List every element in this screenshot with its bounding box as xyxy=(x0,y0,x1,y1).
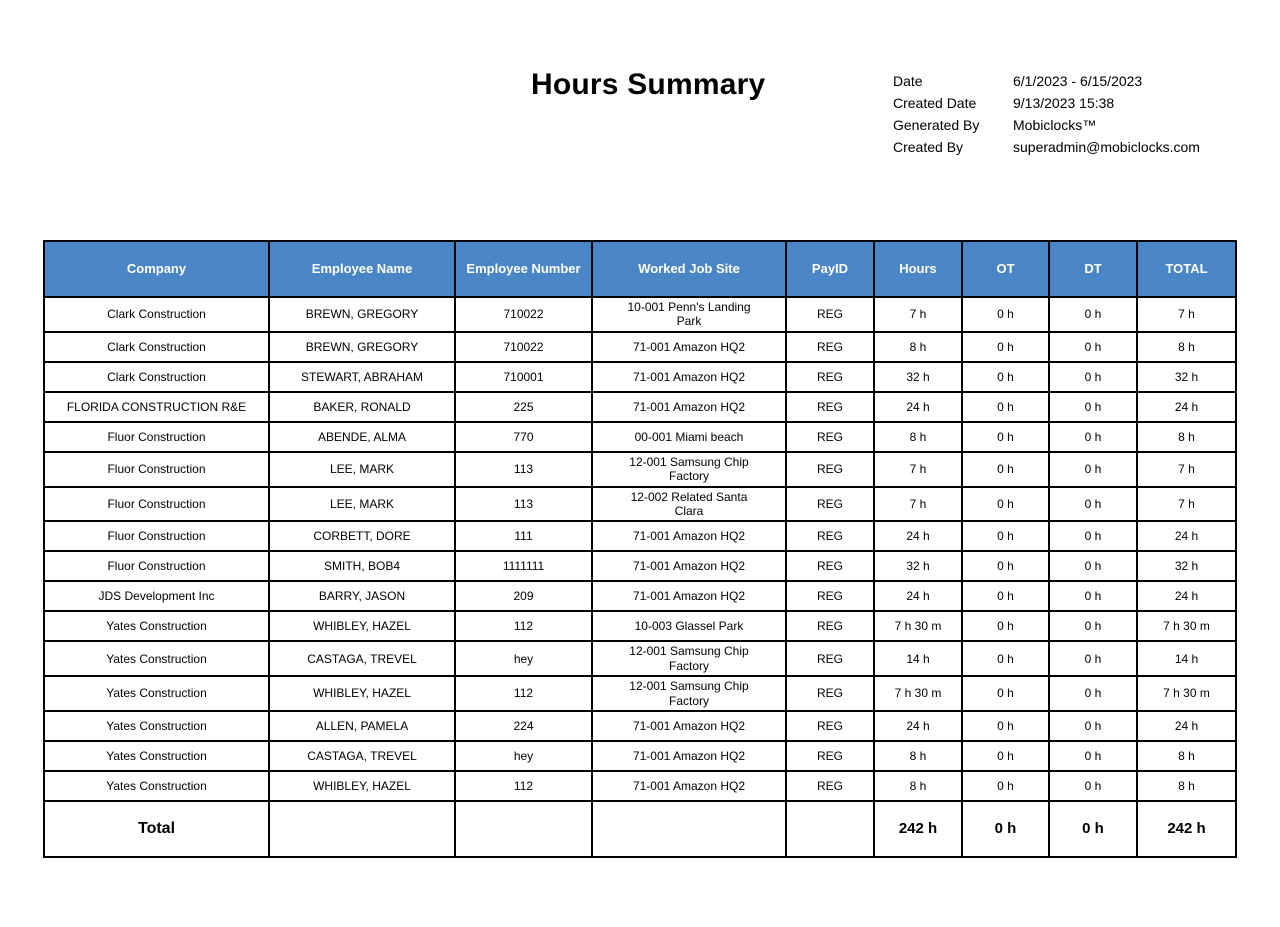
cell-employee-number: 111 xyxy=(455,521,592,551)
cell-company: Clark Construction xyxy=(44,332,269,362)
cell-employee-number: 112 xyxy=(455,611,592,641)
cell-total: 24 h xyxy=(1137,521,1236,551)
table-row xyxy=(44,487,1236,522)
cell-ot: 0 h xyxy=(962,551,1049,581)
cell-company: Yates Construction xyxy=(44,676,269,711)
cell-job-site: 12-001 Samsung Chip Factory xyxy=(592,452,786,487)
cell-employee-number: hey xyxy=(455,741,592,771)
column-header-dt: DT xyxy=(1049,241,1137,297)
cell-ot: 0 h xyxy=(962,452,1049,487)
cell-employee-number: 113 xyxy=(455,452,592,487)
cell-ot: 0 h xyxy=(962,711,1049,741)
cell-pay-id: REG xyxy=(786,551,874,581)
table-row xyxy=(44,452,1236,487)
cell-employee-name: ALLEN, PAMELA xyxy=(269,711,455,741)
cell-total: 8 h xyxy=(1137,422,1236,452)
cell-employee-name: ABENDE, ALMA xyxy=(269,422,455,452)
cell-employee-name: SMITH, BOB4 xyxy=(269,551,455,581)
cell-employee-name: STEWART, ABRAHAM xyxy=(269,362,455,392)
table-row xyxy=(44,297,1236,332)
cell-employee-number: 710001 xyxy=(455,362,592,392)
cell-dt: 0 h xyxy=(1049,611,1137,641)
meta-label: Created By xyxy=(893,139,964,155)
table-row xyxy=(44,332,1236,362)
cell-total: 7 h xyxy=(1137,297,1236,332)
cell-dt: 0 h xyxy=(1049,741,1137,771)
cell-pay-id: REG xyxy=(786,641,874,676)
cell-pay-id: REG xyxy=(786,392,874,422)
meta-row-created-date xyxy=(893,92,1200,114)
cell-employee-name: LEE, MARK xyxy=(269,452,455,487)
cell-dt: 0 h xyxy=(1049,676,1137,711)
cell-pay-id: REG xyxy=(786,452,874,487)
cell-hours: 7 h xyxy=(874,297,962,332)
cell-employee-number: hey xyxy=(455,641,592,676)
total-hours-value: 242 h xyxy=(874,801,962,857)
meta-label: Created Date xyxy=(893,95,977,111)
cell-dt: 0 h xyxy=(1049,487,1137,522)
meta-label: Generated By xyxy=(893,117,980,133)
cell-pay-id: REG xyxy=(786,771,874,801)
column-header-company: Company xyxy=(44,241,269,297)
cell-total: 7 h xyxy=(1137,452,1236,487)
cell-hours: 7 h 30 m xyxy=(874,676,962,711)
cell-pay-id: REG xyxy=(786,741,874,771)
cell-pay-id: REG xyxy=(786,581,874,611)
cell-total: 8 h xyxy=(1137,741,1236,771)
cell-employee-name: CASTAGA, TREVEL xyxy=(269,641,455,676)
cell-employee-number: 225 xyxy=(455,392,592,422)
cell-employee-number: 112 xyxy=(455,771,592,801)
total-empty-cell xyxy=(455,801,592,857)
cell-company: Yates Construction xyxy=(44,711,269,741)
cell-job-site: 71-001 Amazon HQ2 xyxy=(592,521,786,551)
cell-employee-name: WHIBLEY, HAZEL xyxy=(269,771,455,801)
cell-hours: 24 h xyxy=(874,581,962,611)
cell-company: Yates Construction xyxy=(44,611,269,641)
cell-pay-id: REG xyxy=(786,711,874,741)
cell-total: 24 h xyxy=(1137,581,1236,611)
cell-company: Fluor Construction xyxy=(44,521,269,551)
cell-pay-id: REG xyxy=(786,362,874,392)
cell-employee-number: 113 xyxy=(455,487,592,522)
total-empty-cell xyxy=(786,801,874,857)
meta-value: 9/13/2023 15:38 xyxy=(1013,95,1115,111)
cell-employee-number: 770 xyxy=(455,422,592,452)
cell-hours: 24 h xyxy=(874,521,962,551)
cell-ot: 0 h xyxy=(962,297,1049,332)
cell-company: JDS Development Inc xyxy=(44,581,269,611)
cell-hours: 8 h xyxy=(874,332,962,362)
cell-hours: 7 h xyxy=(874,487,962,522)
meta-row-generated-by xyxy=(893,114,1200,136)
cell-employee-name: CASTAGA, TREVEL xyxy=(269,741,455,771)
cell-job-site: 00-001 Miami beach xyxy=(592,422,786,452)
table-row xyxy=(44,741,1236,771)
cell-dt: 0 h xyxy=(1049,711,1137,741)
cell-hours: 14 h xyxy=(874,641,962,676)
cell-total: 7 h xyxy=(1137,487,1236,522)
cell-employee-number: 209 xyxy=(455,581,592,611)
report-title: Hours Summary xyxy=(531,68,766,101)
cell-dt: 0 h xyxy=(1049,362,1137,392)
meta-value: Mobiclocks™ xyxy=(1013,117,1097,133)
cell-total: 32 h xyxy=(1137,362,1236,392)
cell-ot: 0 h xyxy=(962,332,1049,362)
table-row xyxy=(44,422,1236,452)
cell-hours: 24 h xyxy=(874,392,962,422)
cell-job-site: 10-003 Glassel Park xyxy=(592,611,786,641)
cell-pay-id: REG xyxy=(786,422,874,452)
cell-job-site: 10-001 Penn's Landing Park xyxy=(592,297,786,332)
cell-total: 7 h 30 m xyxy=(1137,676,1236,711)
cell-job-site: 71-001 Amazon HQ2 xyxy=(592,771,786,801)
total-empty-cell xyxy=(592,801,786,857)
table-row xyxy=(44,581,1236,611)
cell-ot: 0 h xyxy=(962,392,1049,422)
cell-total: 14 h xyxy=(1137,641,1236,676)
cell-job-site: 71-001 Amazon HQ2 xyxy=(592,332,786,362)
cell-hours: 8 h xyxy=(874,771,962,801)
cell-employee-name: BAKER, RONALD xyxy=(269,392,455,422)
column-header-total: TOTAL xyxy=(1137,241,1236,297)
cell-employee-name: LEE, MARK xyxy=(269,487,455,522)
meta-value: 6/1/2023 - 6/15/2023 xyxy=(1013,73,1143,89)
cell-employee-name: BREWN, GREGORY xyxy=(269,297,455,332)
meta-row-created-by xyxy=(893,136,1200,158)
cell-dt: 0 h xyxy=(1049,422,1137,452)
cell-dt: 0 h xyxy=(1049,332,1137,362)
cell-job-site: 71-001 Amazon HQ2 xyxy=(592,581,786,611)
cell-company: Yates Construction xyxy=(44,741,269,771)
cell-employee-name: CORBETT, DORE xyxy=(269,521,455,551)
column-header-hours: Hours xyxy=(874,241,962,297)
meta-value: superadmin@mobiclocks.com xyxy=(1013,139,1200,155)
cell-company: Fluor Construction xyxy=(44,487,269,522)
table-row xyxy=(44,641,1236,676)
cell-employee-number: 112 xyxy=(455,676,592,711)
cell-hours: 24 h xyxy=(874,711,962,741)
cell-company: Fluor Construction xyxy=(44,452,269,487)
cell-employee-name: BREWN, GREGORY xyxy=(269,332,455,362)
table-row xyxy=(44,771,1236,801)
cell-employee-name: WHIBLEY, HAZEL xyxy=(269,611,455,641)
table-row xyxy=(44,551,1236,581)
cell-job-site: 12-002 Related Santa Clara xyxy=(592,487,786,522)
cell-ot: 0 h xyxy=(962,676,1049,711)
cell-company: Clark Construction xyxy=(44,297,269,332)
cell-employee-number: 1111111 xyxy=(455,551,592,581)
total-row xyxy=(44,801,1236,857)
cell-employee-name: WHIBLEY, HAZEL xyxy=(269,676,455,711)
cell-employee-number: 224 xyxy=(455,711,592,741)
cell-dt: 0 h xyxy=(1049,641,1137,676)
cell-pay-id: REG xyxy=(786,676,874,711)
cell-dt: 0 h xyxy=(1049,452,1137,487)
cell-total: 24 h xyxy=(1137,711,1236,741)
cell-ot: 0 h xyxy=(962,641,1049,676)
report-meta-block xyxy=(893,70,1200,158)
table-row xyxy=(44,711,1236,741)
cell-company: Yates Construction xyxy=(44,771,269,801)
cell-job-site: 71-001 Amazon HQ2 xyxy=(592,362,786,392)
cell-total: 24 h xyxy=(1137,392,1236,422)
cell-pay-id: REG xyxy=(786,332,874,362)
total-dt-value: 0 h xyxy=(1049,801,1137,857)
cell-pay-id: REG xyxy=(786,297,874,332)
total-empty-cell xyxy=(269,801,455,857)
cell-pay-id: REG xyxy=(786,611,874,641)
cell-total: 32 h xyxy=(1137,551,1236,581)
cell-ot: 0 h xyxy=(962,521,1049,551)
cell-company: Yates Construction xyxy=(44,641,269,676)
cell-ot: 0 h xyxy=(962,362,1049,392)
cell-company: Clark Construction xyxy=(44,362,269,392)
cell-ot: 0 h xyxy=(962,771,1049,801)
cell-job-site: 71-001 Amazon HQ2 xyxy=(592,741,786,771)
cell-dt: 0 h xyxy=(1049,771,1137,801)
cell-company: Fluor Construction xyxy=(44,551,269,581)
cell-hours: 7 h 30 m xyxy=(874,611,962,641)
cell-ot: 0 h xyxy=(962,611,1049,641)
cell-employee-number: 710022 xyxy=(455,332,592,362)
table-row xyxy=(44,362,1236,392)
cell-company: Fluor Construction xyxy=(44,422,269,452)
table-footer xyxy=(44,801,1236,857)
table-body xyxy=(44,297,1236,801)
table-header xyxy=(44,241,1236,297)
total-ot-value: 0 h xyxy=(962,801,1049,857)
cell-job-site: 71-001 Amazon HQ2 xyxy=(592,392,786,422)
meta-label: Date xyxy=(893,73,923,89)
cell-hours: 32 h xyxy=(874,551,962,581)
cell-job-site: 12-001 Samsung Chip Factory xyxy=(592,641,786,676)
cell-job-site: 71-001 Amazon HQ2 xyxy=(592,551,786,581)
cell-hours: 8 h xyxy=(874,741,962,771)
cell-dt: 0 h xyxy=(1049,581,1137,611)
column-header-worked-job-site: Worked Job Site xyxy=(592,241,786,297)
cell-hours: 7 h xyxy=(874,452,962,487)
cell-ot: 0 h xyxy=(962,741,1049,771)
cell-dt: 0 h xyxy=(1049,392,1137,422)
cell-job-site: 71-001 Amazon HQ2 xyxy=(592,711,786,741)
cell-pay-id: REG xyxy=(786,487,874,522)
table-row xyxy=(44,392,1236,422)
cell-employee-name: BARRY, JASON xyxy=(269,581,455,611)
cell-dt: 0 h xyxy=(1049,521,1137,551)
cell-employee-number: 710022 xyxy=(455,297,592,332)
column-header-payid: PayID xyxy=(786,241,874,297)
column-header-ot: OT xyxy=(962,241,1049,297)
cell-job-site: 12-001 Samsung Chip Factory xyxy=(592,676,786,711)
cell-total: 7 h 30 m xyxy=(1137,611,1236,641)
hours-summary-table xyxy=(43,240,1237,858)
cell-total: 8 h xyxy=(1137,771,1236,801)
cell-company: FLORIDA CONSTRUCTION R&E xyxy=(44,392,269,422)
cell-pay-id: REG xyxy=(786,521,874,551)
column-header-employee-name: Employee Name xyxy=(269,241,455,297)
total-total-value: 242 h xyxy=(1137,801,1236,857)
cell-hours: 32 h xyxy=(874,362,962,392)
meta-row-date xyxy=(893,70,1200,92)
column-header-employee-number: Employee Number xyxy=(455,241,592,297)
cell-dt: 0 h xyxy=(1049,551,1137,581)
cell-ot: 0 h xyxy=(962,581,1049,611)
header-row xyxy=(44,241,1236,297)
cell-total: 8 h xyxy=(1137,332,1236,362)
table-row xyxy=(44,676,1236,711)
total-label: Total xyxy=(44,801,269,857)
cell-ot: 0 h xyxy=(962,422,1049,452)
cell-ot: 0 h xyxy=(962,487,1049,522)
table-row xyxy=(44,611,1236,641)
cell-dt: 0 h xyxy=(1049,297,1137,332)
table-row xyxy=(44,521,1236,551)
cell-hours: 8 h xyxy=(874,422,962,452)
